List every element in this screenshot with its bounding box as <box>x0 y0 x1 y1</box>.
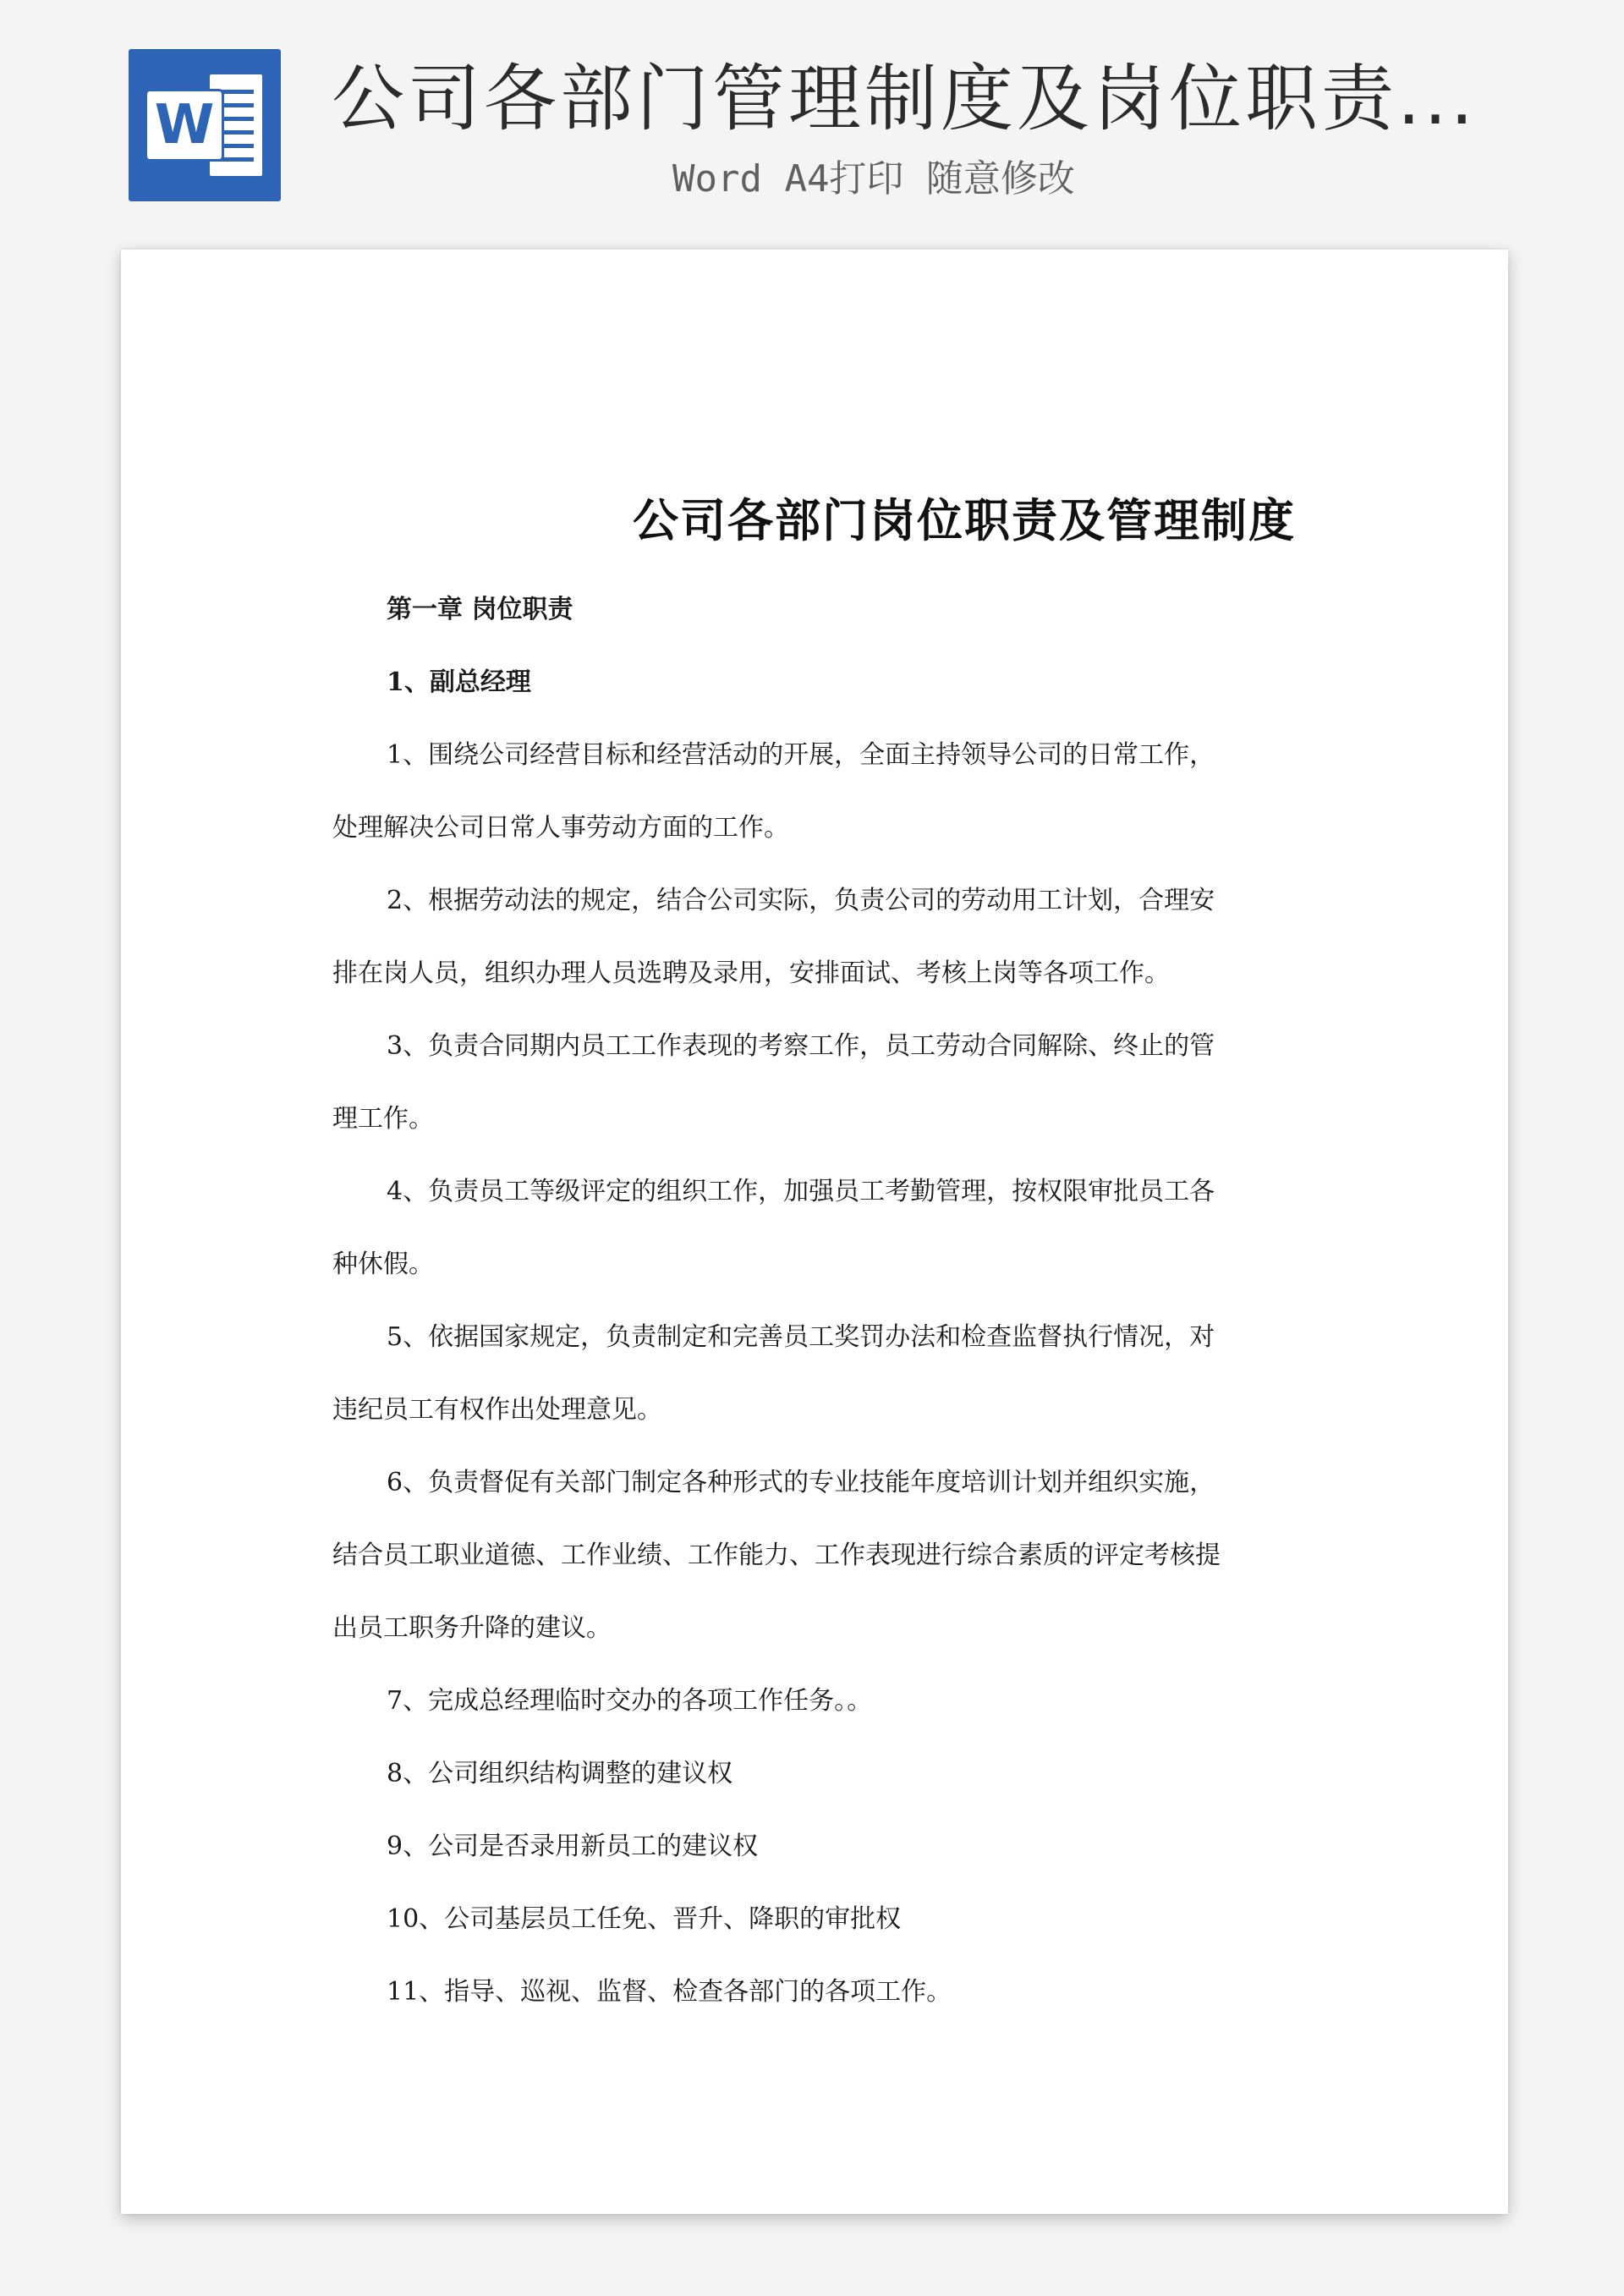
paragraph-line: 11、指导、巡视、监督、检查各部门的各项工作。 <box>387 1977 952 2007</box>
word-badge <box>147 91 222 159</box>
paragraph-line: 9、公司是否录用新员工的建议权 <box>387 1832 759 1861</box>
word-letter: W <box>154 94 215 157</box>
paragraph-line: 出员工职务升降的建议。 <box>332 1613 612 1643</box>
header-title: 公司各部门管理制度及岗位职责... <box>332 57 1478 141</box>
word-icon <box>129 49 281 201</box>
header-subtitle: Word A4打印 随意修改 <box>672 157 1075 200</box>
section-heading: 1、副总经理 <box>387 667 531 697</box>
paragraph-line: 8、公司组织结构调整的建议权 <box>387 1759 733 1788</box>
paragraph-line: 排在岗人员，组织办理人员选聘及录用，安排面试、考核上岗等各项工作。 <box>332 958 1170 988</box>
paragraph-line: 7、完成总经理临时交办的各项工作任务。。 <box>387 1686 873 1716</box>
paragraph-line: 违纪员工有权作出处理意见。 <box>332 1395 662 1425</box>
paragraph-line: 1、围绕公司经营目标和经营活动的开展，全面主持领导公司的日常工作， <box>387 740 1215 770</box>
paragraph-line: 3、负责合同期内员工工作表现的考察工作，员工劳动合同解除、终止的管 <box>387 1031 1215 1061</box>
paragraph-line: 4、负责员工等级评定的组织工作，加强员工考勤管理，按权限审批员工各 <box>387 1177 1215 1206</box>
chapter-heading: 第一章 岗位职责 <box>387 595 573 624</box>
paragraph-line: 5、依据国家规定，负责制定和完善员工奖罚办法和检查监督执行情况，对 <box>387 1322 1215 1352</box>
paragraph-line: 种休假。 <box>332 1250 434 1279</box>
document-page <box>121 250 1508 2214</box>
paragraph-line: 10、公司基层员工任免、晋升、降职的审批权 <box>387 1904 902 1934</box>
paragraph-line: 2、根据劳动法的规定，结合公司实际，负责公司的劳动用工计划，合理安 <box>387 886 1215 915</box>
document-body <box>332 482 1424 2029</box>
document-title: 公司各部门岗位职责及管理制度 <box>633 493 1296 547</box>
paragraph-line: 结合员工职业道德、工作业绩、工作能力、工作表现进行综合素质的评定考核提 <box>332 1541 1221 1570</box>
header-banner <box>0 0 1624 228</box>
paragraph-line: 理工作。 <box>332 1104 434 1134</box>
paragraph-line: 处理解决公司日常人事劳动方面的工作。 <box>332 813 789 843</box>
paragraph-line: 6、负责督促有关部门制定各种形式的专业技能年度培训计划并组织实施， <box>387 1468 1215 1497</box>
